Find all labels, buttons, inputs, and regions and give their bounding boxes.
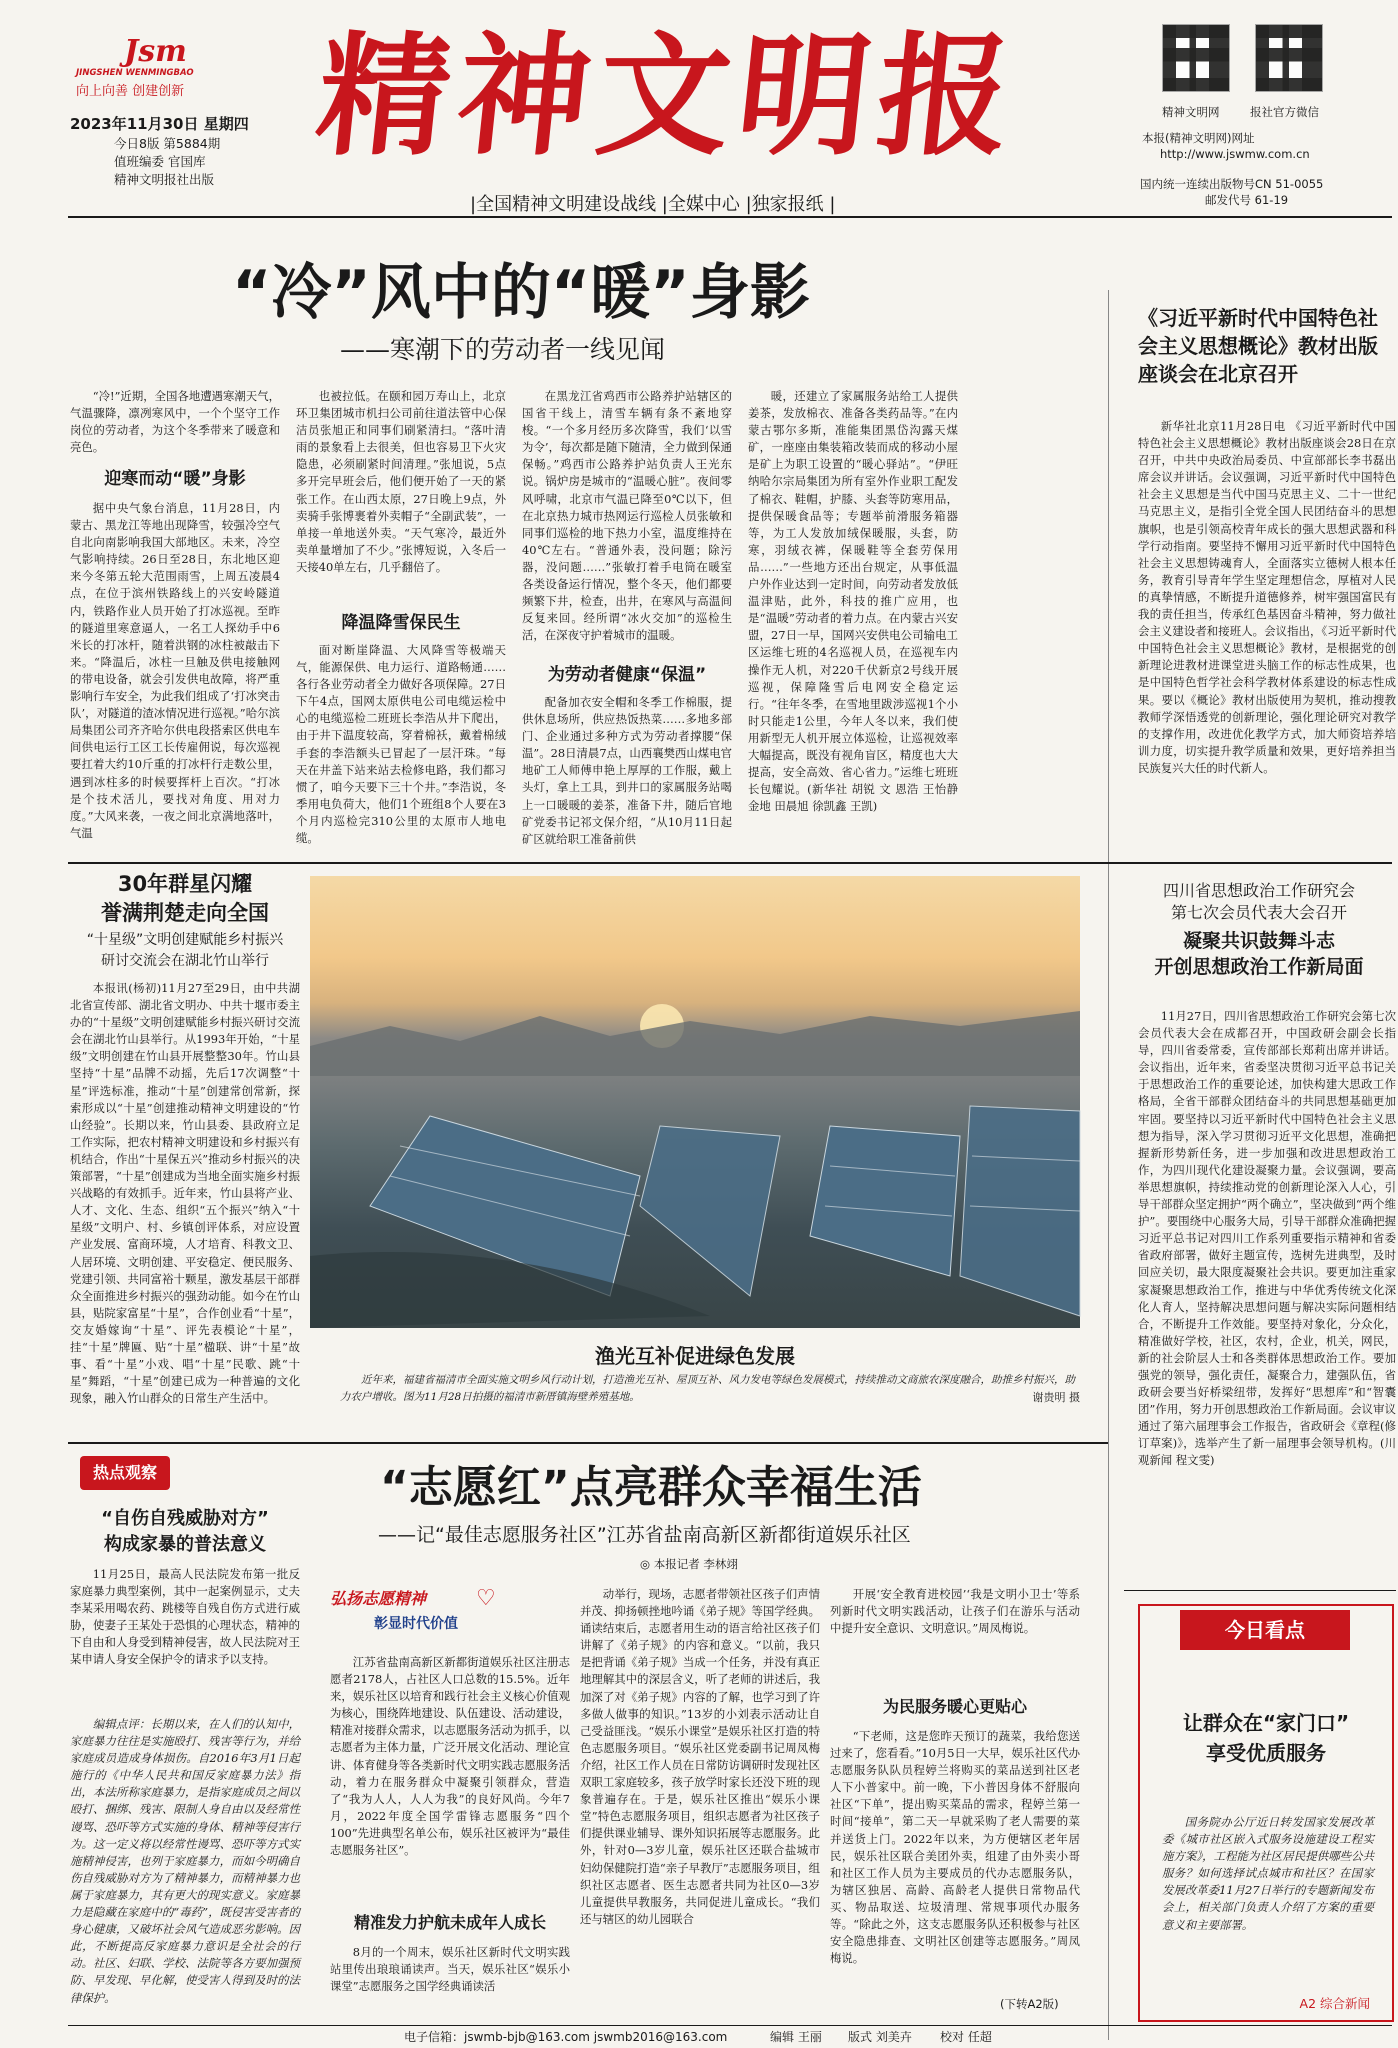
volunteer-subtitle: ——记“最佳志愿服务社区”江苏省盐南高新区新都街道娱乐社区 xyxy=(378,1524,911,1546)
volunteer-col3-top: 开展‘安全教育进校园’‘我是文明小卫士’等系列新时代文明实践活动，让孩子们在游乐与活动中提升安全意识、文明意识。”周凤梅说。 xyxy=(830,1587,1080,1636)
photo-desc-text: 近年来，福建省福清市全面实施文明乡风行动计划，打造渔光互补、屋顶互补、风力发电等绿色发展模式，持续推动文商旅农深度融合，助推乡村振兴，助力农户增收。图为11月28日拍摄的福清市新厝镇海壁养殖基地。 xyxy=(340,1374,1075,1403)
lead-col1-body: 据中央气象台消息，11月28日，内蒙古、黑龙江等地出现降雪，较强冷空气自北向南影响我国大部地区。未来，冷空气影响持续。26日至28日，东北地区迎来今冬第五轮大范围雨雪，上周五凌晨4点，在位于滨州铁路线上的兴安岭隧道内，铁路作业人员开始了打冰巡视。至昨的隧道里寒意逼人，一名工人探幼手中6米长的打冰杆，随着洪钢的冰柱被敲击下来。“降温后，冰柱一旦触及供电接触网的带电设备，就会引发供电故障，将严重影响行车安全，为此我们组成了‘打冰突击队’，对隧道的渣冰情况进行巡视。”哈尔滨局集团公司齐齐哈尔供电段搭索区供电车间供电运行工区工长传雇佣说，每次巡视要扛着大约10斤重的打冰杆行走数公里，遇到冰柱多的时候要挥杆上百次。“打冰是个技术活儿，要找对角度、用对力度。”大风来袭，一夜之间北京满地落叶，气温 xyxy=(70,501,280,840)
slogan: 向上向善 创建创新 xyxy=(76,84,185,99)
right-mid-bottom-rule xyxy=(1124,1590,1396,1591)
photo-credit: 谢贵明 摄 xyxy=(1032,1391,1080,1404)
left-bot-body1: 11月25日，最高人民法院发布第一批反家庭暴力典型案例，其中一起案例显示，丈夫李某采用喝农药、跳楼等自残自伤方式进行威胁，使妻子王某处于恐惧的心理状态，精神的下自由和人身受到精神侵害，故人民法院对王某申请人身安全保护令的请求予以支持。 xyxy=(70,1567,300,1667)
lead-bottom-rule xyxy=(68,862,1392,864)
left-mid-body: 本报讯(杨初)11月27至29日，由中共湖北省宣传部、湖北省文明办、中共十堰市委主办的“十星级”文明创建赋能乡村振兴研讨交流会在湖北竹山县举行。从1993年开始，“十星级”文明创建在竹山县开展整整30年。竹山县坚持“十星”品牌不动摇，先后17次调整“十星”评选标准，推动“十星”创建常创常新，探索形成以“十星”创建推动精神文明建设的“竹山经验”。长期以来，竹山县委、县政府立足工作实际，把农村精神文明建设和乡村振兴有机结合，作出“十星保五兴”推动乡村振兴的决策部署，“十星”创建成为当地全面实施乡村振兴战略的有效抓手。近年来，竹山县将产业、人才、文化、生态、组织“五个振兴”纳入“十星级”文明户、村、乡镇创评体系，对应设置产业发展、富商环境，人才培育、科教文卫、人居环境、文明创建、平安稳定、便民服务、党建引领、共同富裕十颗星，激发基层干部群众全面推进乡村振兴的强劲动能。如今在竹山县，贴院家富星“十星”，合作创业看“十星”，交友婚嫁询“十星”、评先表模论“十星”，挂“十星”牌匾、贴“十星”楹联、讲“十星”故事、看“十星”小戏、唱“十星”民歌、跳“十星”舞蹈，“十星”创建已成为一种普遍的文化现象，融入竹山群众的日常生产生活中。 xyxy=(70,981,300,1406)
hot-topic-tag xyxy=(80,1456,170,1490)
volunteer-heading-2: 为民服务暖心更贴心 xyxy=(882,1697,1027,1716)
right-mid-body: 11月27日，四川省思想政治工作研究会第七次会员代表大会在成都召开，中国政研会副会长指导，四川省委常委，宣传部部长郑莉出席并讲话。会议指出，近年来，省委坚决贯彻习近平总书记关于思想政治工作的重要论述，加快构建大思政工作格局，全省干部群众团结奋斗的共同思想基础更加牢固。要坚持以习近平新时代中国特色社会主义思想为指导，深入学习贯彻习近平文化思想，准确把握新形势新任务，进一步加强和改进思想政治工作，为四川现代化建设凝聚力量。会议强调，要高举思想旗帜，持续推动党的创新理论深入人心，引导干部群众坚定拥护“两个确立”，坚决做到“两个维护”。要围绕中心服务大局，引导干部群众准确把握习近平总书记对四川工作系列重要指示精神和省委省政府部署，做好主题宣传，选树先进典型，及时回应关切，最大限度凝聚社会共识。要更加注重家家凝聚思想政治工作，推进与中华优秀传统文化深化人育人，坚持解决思想问题与解决实际问题相结合，不断提升工作效能。要坚持对象化，分众化，精准做好学校，社区，农村，企业，机关，网民，新的社会阶层人士和各类群体思想政治工作。要加强党的领导，强化责任，凝聚合力，建强队伍，省政研会要当好桥梁纽带，发挥好“思想库”和“智囊团”作用，努力开创思想政治工作新局面。会议审议通过了第六届理事会工作报告，省政研会《章程(修订草案)》，选举产生了新一届理事会领导机构。(川观新闻 程文雯) xyxy=(1138,1009,1396,1468)
section-nav: |全国精神文明建设战线 |全媒中心 |独家报纸 | xyxy=(470,194,836,215)
lead-heading-3: 为劳动者健康“保温” xyxy=(547,665,707,685)
photo-caption: 渔光互补促进绿色发展 xyxy=(595,1344,795,1368)
volunteer-col1-end: 8月的一个周末，娱乐社区新时代文明实践站里传出琅琅诵读声。当天，娱乐社区“娱乐小课堂”志愿服务之国学经典诵读活 xyxy=(330,1945,570,1994)
right-mid-kicker: 四川省思想政治工作研究会 第七次会员代表大会召开 xyxy=(1162,881,1355,922)
hot-topic-label: 热点观察 xyxy=(92,1463,157,1482)
volunteer-col3-body: “下老师，这是您昨天预订的蔬菜，我给您送过来了，您看看。”10月5日一大早，娱乐社区代办志愿服务队队员程婷兰将购买的菜品送到社区老人下小普家中。前一晚，下小普因身体不舒服向社区“下单”，提出购买菜品的需求，程婷兰第一时间“接单”，第二天一早就采购了老人需要的菜并送货上门。2022年以来，为方便辖区老年居民，娱乐社区联合美团外卖，组建了由外卖小哥和社区工作人员为主要成员的代办志愿服务队，为辖区独居、高龄、高龄老人提供日常物品代买、物品取送、垃圾清理、常规事项代办服务等。“除此之外，这支志愿服务队还积极参与社区安全隐患排查、文明社区创建等志愿服务。”周凤梅说。 xyxy=(830,1729,1080,1966)
lead-title: “冷”风中的“暖”身影 xyxy=(232,258,810,328)
masthead xyxy=(0,0,1398,215)
volunteer-heading-1: 精准发力护航未成年人成长 xyxy=(353,1913,546,1932)
left-mid-subtitle: “十星级”文明创建赋能乡村振兴 研讨交流会在湖北竹山举行 xyxy=(86,932,284,969)
today-title: 让群众在“家门口” 享受优质服务 xyxy=(1182,1711,1350,1765)
lead-heading-2: 降温降雪保民生 xyxy=(341,613,461,633)
publisher: 精神文明报社出版 xyxy=(114,172,215,187)
lead-heading-1: 迎寒而动“暖”身影 xyxy=(104,469,246,489)
volunteer-logo xyxy=(330,1586,510,1648)
duty-editor: 值班编委 官国库 xyxy=(114,154,206,169)
logo-subtext: JINGSHEN WENMINGBAO xyxy=(76,68,194,78)
footer-editor: 编辑 王丽 xyxy=(770,2030,822,2044)
today-highlights-box xyxy=(1138,1604,1394,2022)
heart-icon: ♡ xyxy=(476,1586,496,1611)
lead-col1-intro: “冷!”近期，全国各地遭遇寒潮天气，气温骤降，凛冽寒风中，一个个坚守工作岗位的劳动者，为这个冬季带来了暖意和亮色。 xyxy=(70,389,280,455)
footer-proof: 校对 任超 xyxy=(940,2030,992,2044)
volunteer-logo-line1: 弘扬志愿精神 xyxy=(330,1589,427,1608)
col-divider xyxy=(1108,290,1109,2040)
logo-text: Jsm xyxy=(124,34,187,69)
today-highlights-label: 今日看点 xyxy=(1225,1618,1305,1642)
qr1-label: 精神文明网 xyxy=(1162,105,1220,119)
qr2-label: 报社官方微信 xyxy=(1250,105,1319,119)
cn-number: 国内统一连续出版物号CN 51-0055 xyxy=(1140,177,1324,191)
masthead-divider xyxy=(68,216,1392,218)
issue-edition: 今日8版 第5884期 xyxy=(114,136,221,151)
left-bot-title: “自伤自残威胁对方” 构成家暴的普法意义 xyxy=(101,1508,269,1555)
lead-col3-top: 在黑龙江省鸡西市公路养护站辖区的国省干线上，清雪车辆有条不紊地穿梭。“一个多月经历多次降雪，我们‘以雪为令’，每次都是随下随清，全力做到保通保畅。”鸡西市公路养护站负责人王光东说。锅炉房是城市的“温暖心脏”。夜间零风呼啸，北京市气温已降至0℃以下，但在北京热力城市热网运行巡检人员张敏和同事们巡检的地下热力小室，温度维持在40℃左右。“普通外表，没问题；除污器，没问题……”张敏打着手电筒在暖室各类设备运行情况，整个冬天，他们都要频繁下井，检查，出井，在寒风与高温间反复来回。经所谓“冰火交加”的巡检生活，在深夜守护着城市的温暖。 xyxy=(522,389,732,643)
newspaper-title: 精神文明报 xyxy=(309,19,1027,174)
lead-col4-body: 暖，还建立了家属服务站给工人提供姜茶，发放棉衣、准备各类药品等。”在内蒙古鄂尔多斯，准能集团黑岱沟露天煤矿，一座座由集装箱改装而成的移动小屋是矿上为职工设置的“暖心驿站”。“伊旺纳哈尔宗局集团为所有室外作业职工配发了棉衣、鞋帽，护膝、头套等防寒用品，提供保暖食品等；专题举前滑服务箱器等，为工人发放加绒保暖服，头套，防寒，羽绒衣裤，保暖鞋等全套劳保用品……”一些地方还出台规定，从事低温户外作业达到一定时间，向劳动者发放低温津贴，此外，科技的推广应用，也是“温暖”劳动者的着力点。在内蒙古兴安盟，27日一早，国网兴安供电公司输电工区运维七班的4名巡视人员，在巡视车内操作无人机，对220千伏新京2号线开展巡视，保障隆雪后电网安全稳定运行。“往年冬季，在雪地里跋涉巡视1个小时只能走1公里，今年人冬以来，我们使用新型无人机开展立体巡检，让巡视效率大幅提高，既没有视角盲区，精度也大大提高，安全高效、省心省力。”运维七班班长包耀说。(新华社 胡锐 文 恩浩 王怡静 金地 田晨旭 徐凯鑫 王凯) xyxy=(748,389,958,814)
lead-col3-body: 配备加衣安全帽和冬季工作棉服，提供休息场所，供应热饭热菜……多地多部门、企业通过多种方式为劳动者撑腰“保温”。28日清晨7点，山西襄樊西山煤电官地矿工人师傅申艳上厚厚的工作服，戴上头灯，拿上工具，到井口的家属服务站喝上一口暖暖的姜茶，准备下井，随后官地矿党委书记祁文保介绍，“从10月11日起矿区就给职工准备前供 xyxy=(522,695,732,846)
volunteer-col1-body: 江苏省盐南高新区新都街道娱乐社区注册志愿者2178人，占社区人口总数的15.5%。近年来，娱乐社区以培育和践行社会主义核心价值观为核心，围绕阵地建设、队伍建设、活动建设，精准对接群众需求，以志愿服务活动为抓手，以志愿者为主体力量，广泛开展文化活动、理论宣讲、体育健身等各类新时代文明实践志愿服务活动，着力在服务群众中凝聚引领群众，营造了“我为人人，人人为我”的良好风尚。今年7月，2022年度全国学雷锋志愿服务“四个100”先进典型名单公布，娱乐社区被评为“最佳志愿服务社区”。 xyxy=(330,1655,570,1858)
photo-illustration xyxy=(310,876,1080,1328)
left-bot-body2: 编辑点评：长期以来，在人们的认知中，家庭暴力往往是实施殴打、残害等行为，并给家庭成员造成身体损伤。自2016年3月1日起施行的《中华人民共和国反家庭暴力法》指出，本法所称家庭暴力，是指家庭成员之间以殴打、捆绑、残害、限制人身自由以及经常性谩骂、恐吓等方式实施的身体、精神等侵害行为。这一定义将以经常性谩骂、恐吓等方式实施精神侵害，也列于家庭暴力，而如今明确自伤自残威胁对方为了精神暴力，而精神暴力也属于家庭暴力，其有更大的现实意义。家庭暴力是隐藏在家庭中的“毒药”，既侵害受害者的身心健康，又破坏社会风气造成恶劣影响。因此，不断提高反家庭暴力意识是全社会的行动。社区、妇联、学校、法院等各方要加强预防、早发现、早化解，使受害人得到及时的法律保护。 xyxy=(70,1717,300,2005)
photo-fishery-solar xyxy=(310,876,1080,1328)
issue-date: 2023年11月30日 星期四 xyxy=(70,115,249,133)
logo-mark xyxy=(124,34,234,68)
qr-code-website xyxy=(1162,24,1230,92)
photo-description xyxy=(340,1372,1080,1406)
lead-col2-body: 面对断崖降温、大风降雪等极端天气，能源保供、电力运行、道路畅通……各行各业劳动者全力做好各项保障。27日下午4点，国网太原供电公司电缆运检中心的电缆巡检二班班长李浩从井下爬出，由于井下温度较高，穿着棉袄，戴着棉绒手套的李浩额头已冒起了一层汗珠。“每天在井盖下站来站去检修电路，我们都习惯了，咱今天要下三十个井。”李浩说，冬季用电负荷大，他们1个班组8个人要在3个月内巡检完310公里的太原市人地电缆。 xyxy=(296,643,506,846)
left-mid-title: 30年群星闪耀 誉满荆楚走向全国 xyxy=(101,872,269,925)
postal-code: 邮发代号 61-19 xyxy=(1205,193,1289,207)
qr-code-wechat xyxy=(1255,24,1323,92)
lead-subtitle: ——寒潮下的劳动者一线见闻 xyxy=(340,335,666,364)
site-label: 本报(精神文明网)网址 xyxy=(1142,131,1255,145)
volunteer-title: “志愿红”点亮群众幸福生活 xyxy=(380,1462,922,1513)
footer-rule xyxy=(68,2025,1392,2026)
today-body: 国务院办公厅近日转发国家发展改革委《城市社区嵌入式服务设施建设工程实施方案》，工程能为社区居民提供哪些公共服务？如何选择试点城市和社区？在国家发展改革委11月27日举行的专题新闻发布会上，相关部门负责人介绍了方案的重要意义和主要部署。 xyxy=(1162,1815,1374,1932)
volunteer-byline: ◎ 本报记者 李林翊 xyxy=(640,1557,738,1571)
right-top-title: 《习近平新时代中国特色社会主义思想概论》教材出版座谈会在北京召开 xyxy=(1138,306,1378,386)
right-top-body: 新华社北京11月28日电 《习近平新时代中国特色社会主义思想概论》教材出版座谈会28日在京召开，中共中央政治局委员、中宣部部长李书磊出席会议并讲话。会议强调，习近平新时代中国特色社会主义思想是当代中国马克思主义、二十一世纪马克思主义，是指引全党全国人民团结奋斗的思想旗帜，也是引领高校青年成长的强大思想武器和科学行动指南。要坚持不懈用习近平新时代中国特色社会主义思想铸魂育人，全面落实立德树人根本任务，教育引导青年学生坚定理想信念，厚植对人民的真挚情感，不断提升道德修养，树牢强国富民有我的责任担当，传承红色基因奋斗精神，努力做社会主义建设者和接班人。会议指出，《习近平新时代中国特色社会主义思想概论》教材，是根据党的创新理论进教材进课堂进头脑工作的标志性成果，也是中国特色哲学社会科学教材体系建设的标志性成果。要以《概论》教材出版使用为契机，推动搜教教师学深悟透党的创新理论，强化理论研究对教学的支撑作用，改进优化教学方式，加大师资培养培训力度，切实提升教学质量和效果，更好培养担当民族复兴大任的时代新人。 xyxy=(1138,419,1396,775)
right-mid-title: 凝聚共识鼓舞斗志 开创思想政治工作新局面 xyxy=(1154,930,1364,978)
footer-layout: 版式 刘美卉 xyxy=(848,2030,912,2044)
site-url[interactable]: http://www.jswmw.com.cn xyxy=(1160,147,1310,161)
volunteer-continued: (下转A2版) xyxy=(1000,1997,1059,2011)
lead-col2-top: 也被拉低。在颐和园万寿山上，北京环卫集团城市机扫公司前往道法管中心保洁员张旭正和同事们刷紧清扫。“落叶清雨的景象看上去很美，但也容易卫下火灾隐患，必须刷紧时间清理。”张旭说，5点多开完早班会后，他们便开始了一天的紧张工作。在山西太原，27日晚上9点，外卖骑手张博裹着外卖帽子“全副武装”，一单接一单地送外卖。“天气寒冷，最近外卖单量增加了不少。”张博短说，入冬后一天接40单左右，几乎翻倍了。 xyxy=(296,389,506,574)
mid-bottom-rule xyxy=(68,1442,1108,1444)
footer-email: 电子信箱：jswmb-bjb@163.com jswmb2016@163.com xyxy=(404,2030,728,2044)
volunteer-col2-body: 动举行，现场，志愿者带领社区孩子们声情并茂、抑扬顿挫地吟诵《弟子规》等国学经典。诵读结束后，志愿者用生动的语言给社区孩子们讲解了《弟子规》的内容和意义。“以前，我只是把背诵《弟子规》当成一个任务，并没有真正地理解其中的深层含义，听了老师的讲述后，我加深了对《弟子规》内容的了解，也学习到了许多做人做事的知识。”13岁的小刘表示活动让自己受益匪浅。“娱乐小课堂”是娱乐社区打造的特色志愿服务项目。“娱乐社区党委副书记周凤梅介绍，社区工作人员在日常防访调研时发现社区双职工家庭较多，孩子放学时家长还没下班的现象普遍存在。于是，娱乐社区推出“娱乐小课堂”特色志愿服务项目，组织志愿者为社区孩子们提供课业辅导、课外知识拓展等志愿服务。此外，针对0—3岁儿童，娱乐社区还联合盐城市妇幼保健院打造“亲子早教厅”志愿服务项目，组织社区志愿者、医生志愿者共同为社区0—3岁儿童提供早教服务，共同促进儿童成长。“我们还与辖区的幼儿园联合 xyxy=(580,1587,820,1926)
today-highlights-header xyxy=(1180,1610,1350,1650)
today-link[interactable]: A2 综合新闻 xyxy=(1299,1996,1370,2011)
volunteer-logo-line2: 彰显时代价值 xyxy=(374,1616,458,1632)
